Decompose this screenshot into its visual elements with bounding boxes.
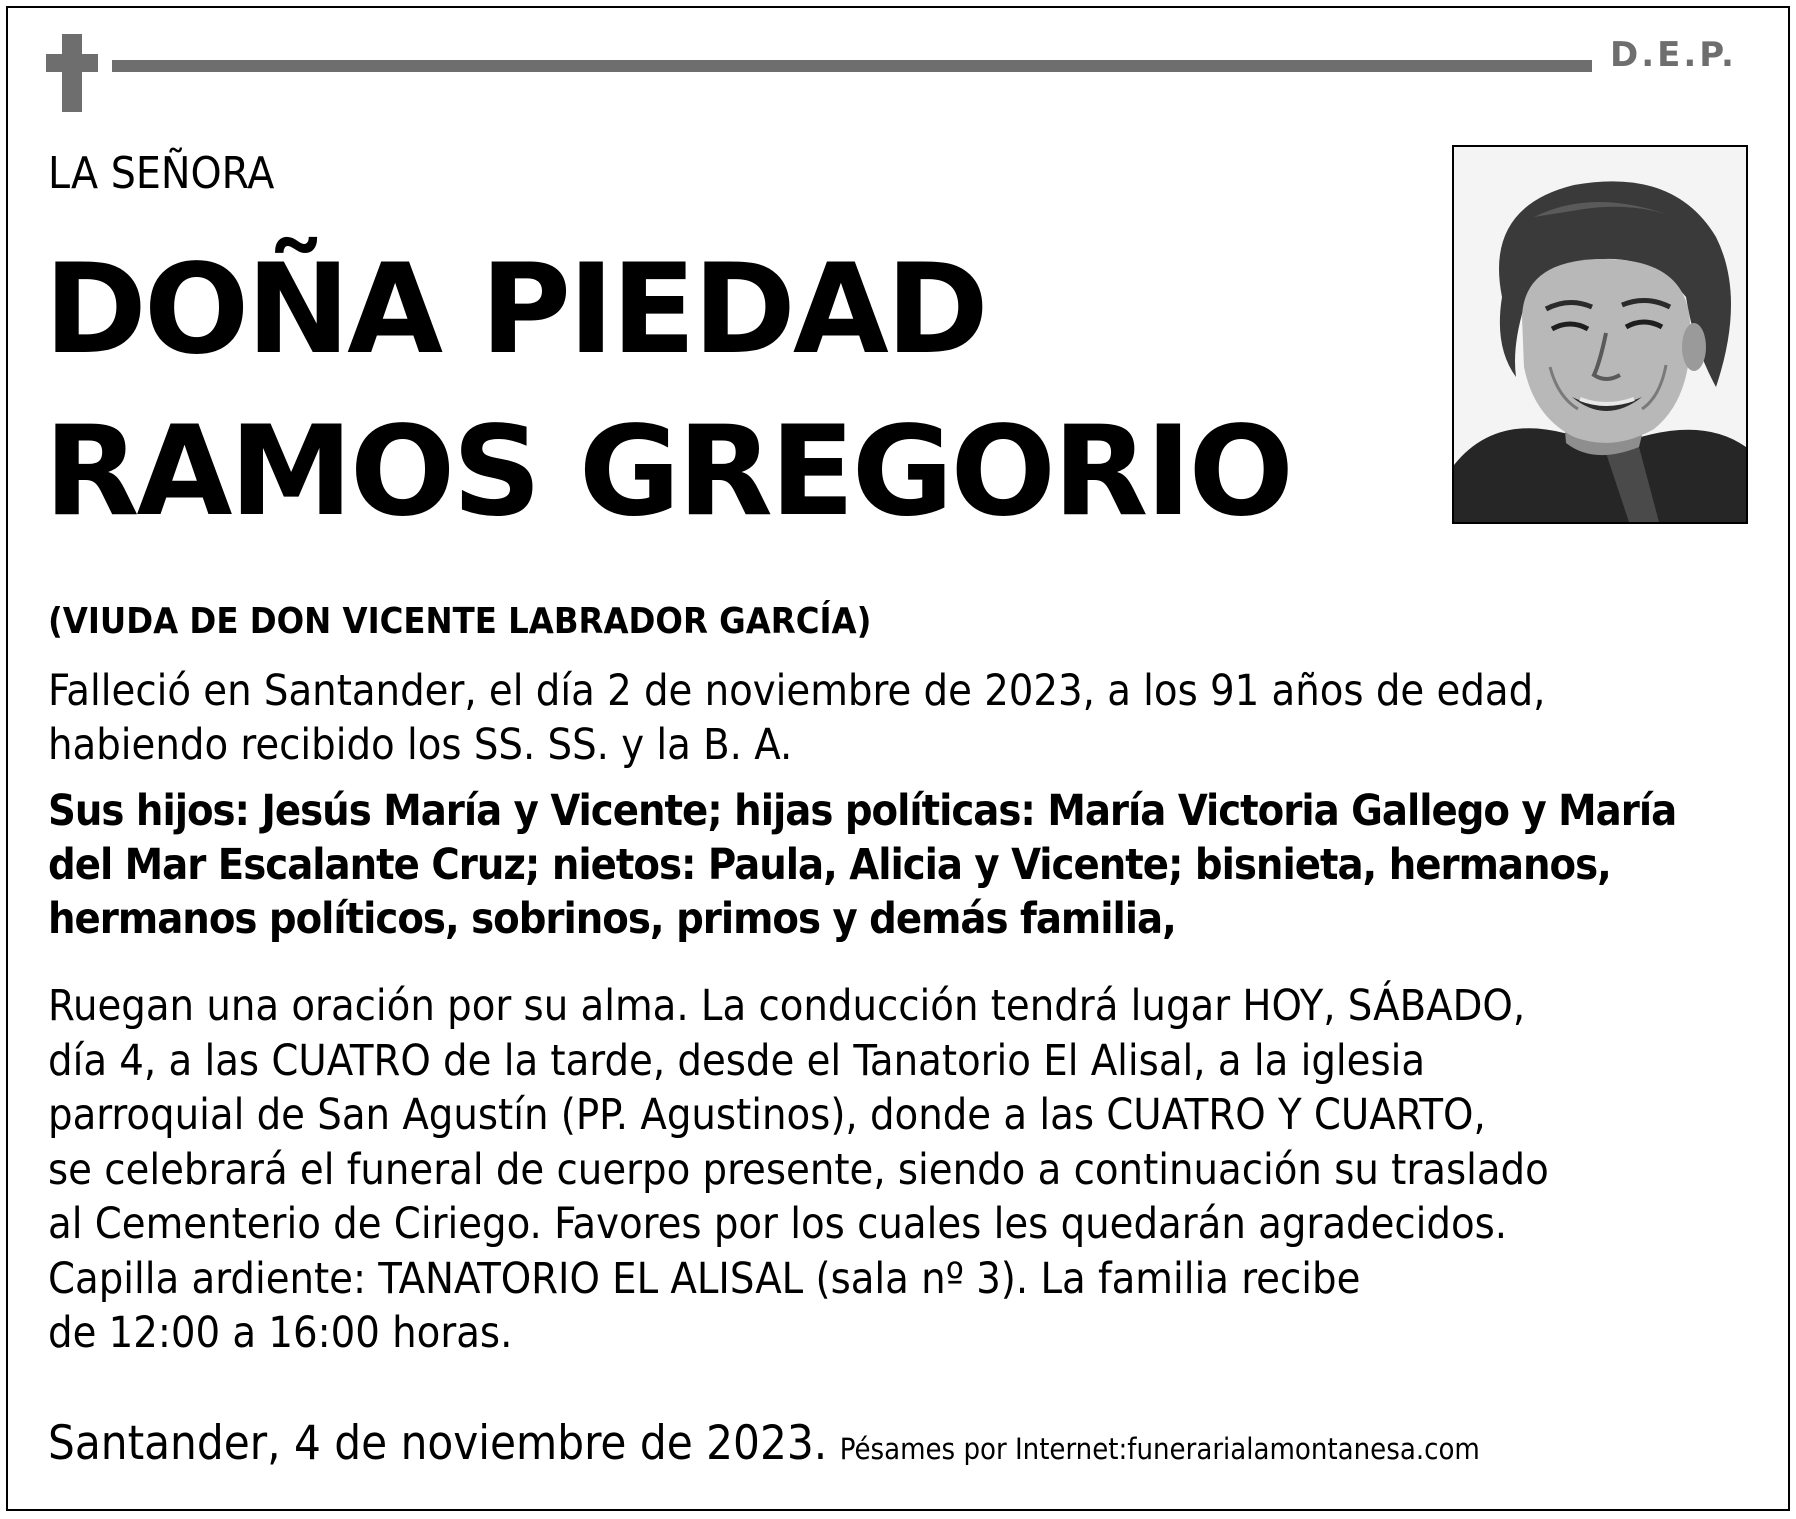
dep-label: D.E.P.: [1610, 35, 1737, 75]
widow-of-line: (VIUDA DE DON VICENTE LABRADOR GARCÍA): [48, 601, 872, 642]
header-rule: [112, 60, 1592, 72]
service-paragraph: Ruegan una oración por su alma. La conducción tendrá lugar HOY, SÁBADO, día 4, a las CUATRO de la tarde, desde el Tanatorio El Alisal, a la iglesia parroquial de San Agustín (PP. Agustinos), donde a las CUATRO Y CUARTO, se celebrará el funeral de cuerpo presente, siendo a continuación su traslado al Cementerio de Ciriego. Favores por los cuales les quedarán agradecidos. Capilla ardiente: TANATORIO EL ALISAL (sala nº 3). La familia recibe de 12:00 a 16:00 horas.: [48, 981, 1549, 1358]
footer-line: [48, 1416, 1480, 1471]
footer-internet: Pésames por Internet:funerarialamontanesa.com: [839, 1432, 1480, 1466]
title-prefix: LA SEÑORA: [48, 148, 275, 199]
family-paragraph: Sus hijos: Jesús María y Vicente; hijas políticas: María Victoria Gallego y María del Mar Escalante Cruz; nietos: Paula, Alicia y Vicente; bisnieta, hermanos, hermanos políticos, sobrinos, primos y demás familia,: [48, 786, 1677, 944]
portrait-photo: [1452, 145, 1748, 524]
deceased-name-line1: DOÑA PIEDAD: [44, 238, 986, 382]
footer-date: Santander, 4 de noviembre de 2023.: [48, 1416, 828, 1471]
deceased-name-line2: RAMOS GREGORIO: [44, 400, 1291, 544]
death-paragraph: Falleció en Santander, el día 2 de noviembre de 2023, a los 91 años de edad, habiendo recibido los SS. SS. y la B. A.: [48, 666, 1546, 770]
